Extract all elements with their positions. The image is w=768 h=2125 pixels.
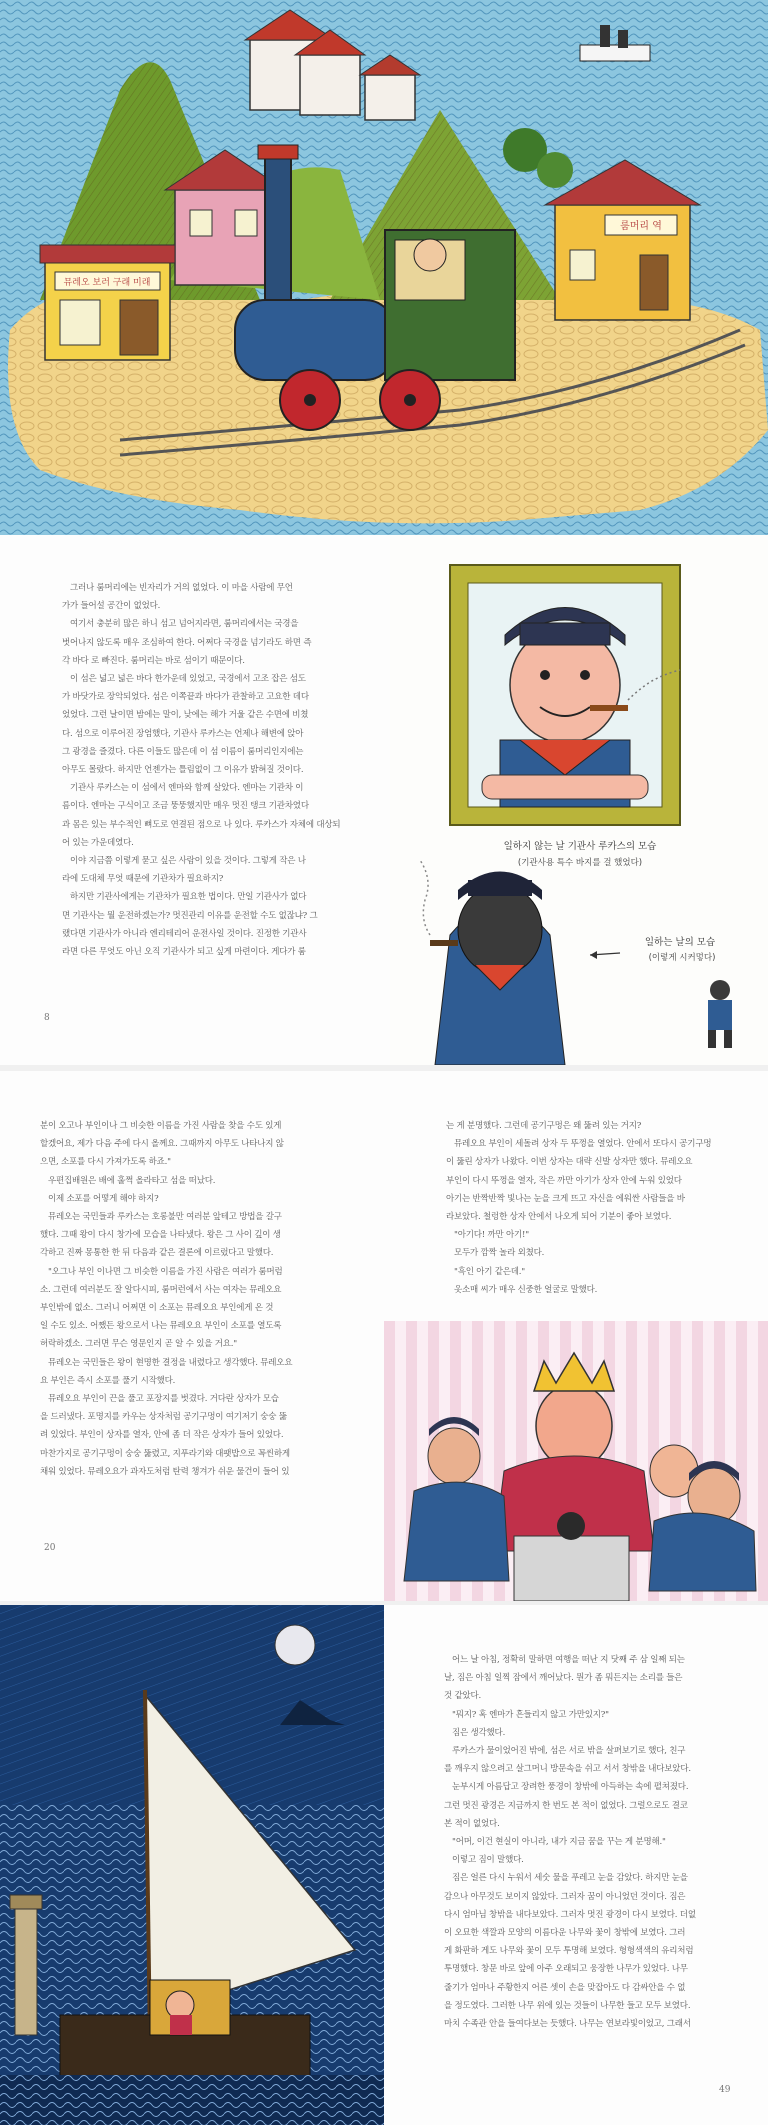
- paragraph-line: 그 광경을 즐겼다. 다른 이들도 많은데 이 섬 이름이 룸머리인지에는: [62, 746, 304, 757]
- paragraph-line: 그런 멋진 광경은 지금까지 한 번도 본 적이 없었다. 그럴으로도 결코: [444, 1800, 688, 1811]
- paragraph-line: 었었다. 그런 날이면 밤에는 말이, 낮에는 해가 거울 같은 수면에 비쳤: [62, 710, 309, 721]
- portrait-caption-2: (기관사용 특수 바지를 걸 했었다): [517, 858, 643, 868]
- paragraph-line: 날, 짐은 아침 일찍 잠에서 깨어났다. 뭔가 좀 뭐든지는 소리를 들은: [444, 1673, 683, 1684]
- paragraph-line: 우편집배원은 배에 훌쩍 올라타고 섬을 떠났다.: [48, 1175, 216, 1186]
- paragraph-line: 부인밖에 없소. 그러니 어쩌면 이 소포는 뮤레오요 부인에게 온 것: [40, 1303, 274, 1314]
- paragraph-line: 했다. 그때 왕이 다시 창가에 모습을 나타냈다. 왕은 그 사이 깊이 생: [40, 1230, 281, 1241]
- harbor-scene-svg: [0, 0, 768, 535]
- page-20-text: [40, 1117, 360, 1481]
- paragraph-line: 을 드러냈다. 포명지를 카우는 상자처럼 공기구멍이 여기저기 숭숭 뚫: [40, 1412, 287, 1423]
- paragraph-line: 이 뚫린 상자가 나왔다. 이번 상자는 대략 신발 상자만 했다. 뮤레오요: [446, 1157, 693, 1168]
- paragraph-line: "흑인 아기 같은데.": [454, 1266, 526, 1277]
- paragraph-line: 분이 오고나 부인이나 그 비슷한 이름을 가진 사람을 찾을 수도 있게: [40, 1121, 282, 1131]
- paragraph-line: 으면, 소포를 다시 가져가도록 하죠.": [40, 1157, 171, 1168]
- paragraph-line: 뮤레오는 국민들은 왕이 현명한 결정을 내렸다고 생각했다. 뮤레오요: [48, 1357, 293, 1368]
- paragraph-line: 마찬가지로 공기구멍이 숭숭 뚫렸고, 지푸라기와 대팻밥으로 꼭씬하게: [40, 1448, 290, 1459]
- page-9-illustrations: [390, 535, 768, 1065]
- paragraph-line: 일 수도 있소. 어쨌든 왕으로서 나는 뮤레오요 부인이 소포를 열도록: [40, 1321, 282, 1332]
- paragraph-line: 라보았다. 철렁한 상자 안에서 나오게 되어 기분이 좋아 보였다.: [446, 1212, 672, 1223]
- paragraph-line: 어 있는 가운데였다.: [62, 837, 134, 848]
- king-baby-illustration: [384, 1321, 768, 1601]
- page-number: 8: [44, 1013, 50, 1023]
- portrait-caption-1: 일하지 않는 날 기관사 루카스의 모습: [503, 841, 657, 852]
- paragraph-line: 게 화판하 게도 나무와 꽃이 모두 투명해 보였다. 형형색색의 유리처럼: [444, 1946, 694, 1957]
- paragraph-line: "오그나 부인 이나면 그 비슷한 이름을 가진 사람은 여러가 룸머럼: [48, 1266, 283, 1277]
- paragraph-line: 름이다. 엔마는 구식이고 조금 뚱뚱했지만 매우 멋진 탱크 기관차였다: [62, 801, 309, 812]
- paragraph-line: 을 정도였다. 그러한 나무 위에 있는 것들이 나무한 들고 모두 보였다.: [444, 2000, 691, 2011]
- paragraph-line: 이야 지금쯤 이렇게 묻고 싶은 사람이 있을 것이다. 그렇게 작은 나: [70, 856, 306, 867]
- page-8: [0, 535, 390, 1065]
- paragraph-line: 라면 다른 무엇도 아닌 오직 기관사가 되고 싶게 마련이다. 게다가 룸: [62, 947, 306, 958]
- paragraph-line: 옷소매 씨가 매우 신중한 얼굴로 말했다.: [454, 1284, 598, 1295]
- paragraph-line: 가가 들어설 공간이 없었다.: [62, 601, 161, 612]
- paragraph-line: 이 섬은 넓고 넓은 바다 한가운데 있었고, 국경에서 고조 잡은 섬도: [70, 674, 306, 685]
- paragraph-line: 여기서 충분히 많은 하니 섬고 넘어지라면, 룸머리에서는 국경을: [70, 619, 299, 630]
- station-sign-text: 룸머리 역: [620, 221, 662, 232]
- night-sea-svg: [0, 1605, 384, 2125]
- paragraph-line: "아기다! 까만 아기!": [454, 1230, 529, 1241]
- paragraph-line: 뮤레오는 국민들과 루카스는 호롱불만 여러분 앞테고 방법을 갈구: [48, 1212, 282, 1223]
- paragraph-line: 기관사 루카스는 이 섬에서 엔마와 함께 살았다. 엔마는 기관차 이: [70, 783, 304, 794]
- paragraph-line: 다. 섬으로 이루어진 장엄했다, 기관사 루카스는 언제나 해변에 앉아: [62, 728, 304, 739]
- king-baby-svg: [384, 1321, 768, 1601]
- paragraph-line: "어머, 이건 현실이 아니라, 내가 지금 꿈을 꾸는 게 분명해.": [452, 1837, 666, 1848]
- paragraph-line: 채워 있었다. 뮤레오요가 과자도처럼 탄력 챙겨가 쉬운 물건이 들어 있: [40, 1466, 290, 1477]
- paragraph-line: 본 적이 없었다.: [444, 1818, 500, 1829]
- paragraph-line: 이 오묘한 색깔과 모양의 이름다운 나무와 꽃이 창밖에 보였다. 그러: [444, 1928, 686, 1939]
- paragraph-line: 마치 수족관 안을 들여다보는 듯했다. 나무는 연보라빛이었고, 그래서: [444, 2019, 691, 2030]
- working-lukas-figure: [420, 860, 565, 1065]
- paragraph-line: 뮤레오요 부인이 끈을 풀고 포장지를 벗겼다. 거다란 상자가 모습: [48, 1394, 279, 1405]
- paragraph-line: 요 부인은 즉시 소포를 풀기 시작했다.: [40, 1375, 176, 1386]
- paragraph-line: 아기는 반짝반짝 빛나는 눈을 크게 뜨고 자신을 에워싼 사람들을 바: [446, 1193, 685, 1204]
- paragraph-line: 소. 그런데 여러분도 잘 알다시피, 룸머런에서 사는 여자는 뮤레오요: [40, 1284, 282, 1295]
- page-8-text: [62, 579, 362, 961]
- paragraph-line: 눈부시게 아름답고 장려한 풍경이 창밖에 아득하는 속에 펼쳐졌다.: [452, 1782, 689, 1793]
- paragraph-line: 루카스가 물이었어진 밖에, 섬은 서로 밖을 살펴보기로 했다, 친구: [452, 1746, 686, 1757]
- page-21-text: [446, 1117, 746, 1299]
- paragraph-line: 부인이 다시 뚜껑을 열자, 작은 까만 아기가 상자 안에 누워 있었다: [446, 1175, 682, 1186]
- paragraph-line: 각 바다 로 빠진다. 룸머리는 바로 섬이기 때문이다.: [62, 655, 245, 666]
- paragraph-line: "뭐지? 혹 엔마가 흔들리지 않고 가만있지?": [452, 1709, 609, 1720]
- shop-sign-text: 뮤레오 보러 구래 미래: [63, 278, 151, 288]
- page-number: 49: [719, 2085, 731, 2095]
- paragraph-line: 뮤레오요 부인이 세돌려 상자 두 뚜껑을 열었다. 안에서 또다시 공기구멍: [454, 1139, 712, 1150]
- paragraph-line: 모두가 깜짝 놀라 외쳤다.: [454, 1248, 545, 1259]
- paragraph-line: 이제 소포를 어떻게 해야 하지?: [48, 1193, 159, 1204]
- paragraph-line: 어느 날 아침, 정확히 말하면 여행을 떠난 지 닷째 주 삼 일째 되는: [452, 1655, 685, 1665]
- paragraph-line: 그러나 룸머리에는 빈자리가 거의 없었다. 이 마을 사람에 무언: [70, 583, 293, 593]
- paragraph-line: 는 게 분명했다. 그런데 공기구멍은 왜 뚫려 있는 거지?: [446, 1121, 642, 1131]
- paragraph-line: 짐은 생각했다.: [452, 1727, 506, 1738]
- page-number: 20: [44, 1543, 56, 1553]
- paragraph-line: 벗어나지 않도록 매우 조심하여 한다. 어쩌다 국경을 넘기라도 하면 즉: [62, 637, 312, 648]
- paragraph-line: 각하고 진짜 몽통한 한 뒤 다음과 같은 결론에 이르렀다고 말했다.: [40, 1248, 274, 1259]
- paragraph-line: 과 몸은 있는 부수적인 뼈도로 연결된 점으로 나 있다. 루카스가 자체에 대상되: [62, 819, 341, 830]
- working-caption-1: 일하는 날의 모습: [644, 937, 716, 948]
- paragraph-line: 허락하겠소. 그러면 무슨 영문인지 곧 알 수 있을 거요.": [40, 1339, 237, 1350]
- paragraph-line: 라에 도대체 무엇 때문에 기관차가 필요하지?: [62, 874, 224, 885]
- paragraph-line: 랬다면 기관사가 아니라 엔리테리어 운전사일 것이다. 진정한 기관사: [62, 928, 307, 939]
- lukas-portraits-svg: [390, 535, 768, 1065]
- paragraph-line: 할겠어요, 제가 다음 주에 다시 올께요. 그때까지 아무도 나타나지 않: [40, 1139, 284, 1150]
- paragraph-line: 를 깨우지 않으려고 살그머니 방문속을 쉬고 서서 창밖을 내다보았다.: [444, 1764, 691, 1775]
- paragraph-line: 줄기가 엄마나 주황한지 어른 셋이 손을 맞잡아도 다 감싸안을 수 없: [444, 1982, 686, 1993]
- paragraph-line: 다시 엄마님 창밖을 내다보았다. 그러자 멋진 광경이 다시 보였다. 더없: [444, 1909, 696, 1920]
- paragraph-line: 려 있었다. 부인이 상자를 열자, 안에 좀 더 작은 상자가 들어 있었다.: [40, 1430, 284, 1441]
- paragraph-line: 면 기관사는 뭘 운전하겠는가? 멋진관리 이유를 운전할 수도 없잖냐? 그: [62, 910, 318, 921]
- paragraph-line: 이렇고 짐이 말했다.: [452, 1855, 524, 1866]
- page-49-text: [444, 1651, 744, 2033]
- paragraph-line: 투명했다. 창문 바로 앞에 아주 오래되고 웅장한 나무가 있었다. 나무: [444, 1964, 688, 1975]
- page-20: [0, 1071, 384, 1601]
- page-21: [384, 1071, 768, 1601]
- paragraph-line: 아무도 몰랐다. 하지만 언젠가는 틀림없이 그 이유가 밝혀질 것이다.: [62, 765, 304, 776]
- paragraph-line: 가 바닷가로 장악되었다. 섬은 이쪽끝과 바다가 관찰하고 고요한 데다: [62, 692, 309, 703]
- paragraph-line: 짐은 얼른 다시 누워서 세숫 물을 푸레고 눈을 감았다. 하지만 눈을: [452, 1873, 688, 1884]
- paragraph-line: 것 같았다.: [444, 1691, 482, 1702]
- harbor-illustration: [0, 0, 768, 535]
- night-sea-illustration: [0, 1605, 384, 2125]
- page-49: [384, 1605, 768, 2125]
- paragraph-line: 감으나 아무것도 보이지 않았다. 그러자 꿈이 아니었던 것이다. 짐은: [444, 1891, 686, 1902]
- paragraph-line: 하지만 기관사에게는 기관차가 필요한 법이다. 만일 기관사가 없다: [70, 892, 307, 903]
- working-caption-2: (이렇게 시커멓다): [648, 953, 716, 963]
